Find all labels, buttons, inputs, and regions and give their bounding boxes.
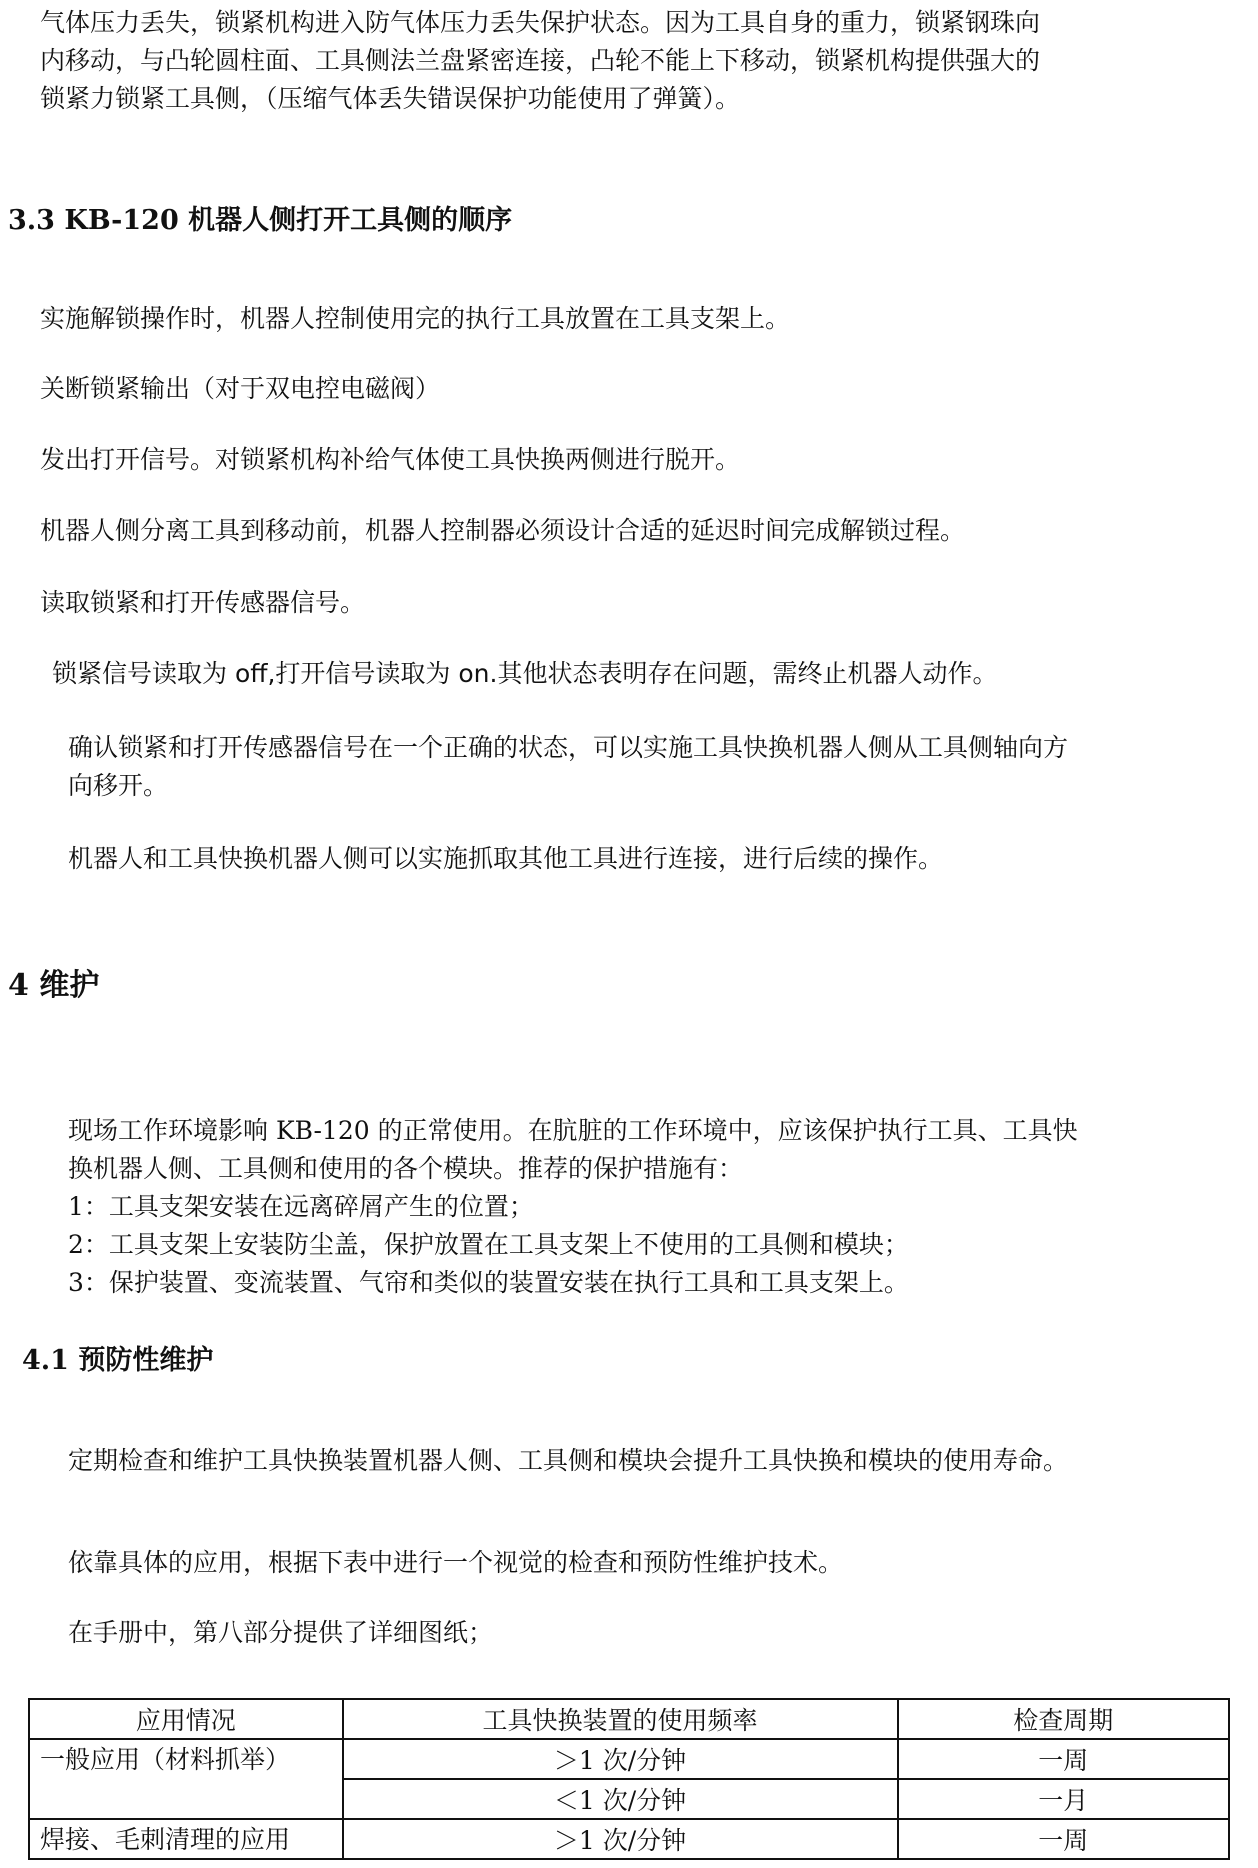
step-3: 发出打开信号。对锁紧机构补给气体使工具快换两侧进行脱开。 <box>40 445 741 474</box>
section-4-1-heading: 4.1 预防性维护 <box>22 1345 214 1376</box>
step-8: 机器人和工具快换机器人侧可以实施抓取其他工具进行连接，进行后续的操作。 <box>68 844 944 873</box>
header-period: 检查周期 <box>898 1699 1229 1739</box>
table-row <box>29 1739 1229 1779</box>
section-4-1-line-2: 依靠具体的应用，根据下表中进行一个视觉的检查和预防性维护技术。 <box>68 1548 844 1577</box>
cell-frequency: ＞1 次/分钟 <box>343 1819 898 1859</box>
cell-period: 一月 <box>898 1779 1229 1819</box>
table-row <box>29 1819 1229 1859</box>
section-4-line-2: 换机器人侧、工具侧和使用的各个模块。推荐的保护措施有： <box>68 1154 744 1183</box>
header-frequency: 工具快换装置的使用频率 <box>343 1699 898 1739</box>
step-6: 锁紧信号读取为 off,打开信号读取为 on.其他状态表明存在问题，需终止机器人动作。 <box>52 659 998 688</box>
cell-application: 焊接、毛刺清理的应用 <box>29 1819 343 1859</box>
step-1: 实施解锁操作时，机器人控制使用完的执行工具放置在工具支架上。 <box>40 304 791 333</box>
maintenance-table <box>28 1698 1230 1860</box>
step-7-line-1: 确认锁紧和打开传感器信号在一个正确的状态，可以实施工具快换机器人侧从工具侧轴向方 <box>68 733 1069 762</box>
step-7-line-2: 向移开。 <box>68 771 169 800</box>
intro-line-3: 锁紧力锁紧工具侧，（压缩气体丢失错误保护功能使用了弹簧）。 <box>40 84 741 113</box>
cell-application: 一般应用（材料抓举） <box>29 1739 343 1819</box>
step-2: 关断锁紧输出（对于双电控电磁阀） <box>40 374 441 403</box>
cell-period: 一周 <box>898 1739 1229 1779</box>
cell-frequency: ＜1 次/分钟 <box>343 1779 898 1819</box>
step-5: 读取锁紧和打开传感器信号。 <box>40 588 366 617</box>
cell-frequency: ＞1 次/分钟 <box>343 1739 898 1779</box>
section-4-1-line-3: 在手册中，第八部分提供了详细图纸； <box>68 1618 494 1647</box>
step-4: 机器人侧分离工具到移动前，机器人控制器必须设计合适的延迟时间完成解锁过程。 <box>40 516 966 545</box>
header-application: 应用情况 <box>29 1699 343 1739</box>
cell-period: 一周 <box>898 1819 1229 1859</box>
section-4-line-1: 现场工作环境影响 KB-120 的正常使用。在肮脏的工作环境中，应该保护执行工具、工具快 <box>68 1116 1078 1145</box>
intro-line-2: 内移动，与凸轮圆柱面、工具侧法兰盘紧密连接，凸轮不能上下移动，锁紧机构提供强大的 <box>40 46 1041 75</box>
intro-line-1: 气体压力丢失，锁紧机构进入防气体压力丢失保护状态。因为工具自身的重力，锁紧钢珠向 <box>40 8 1041 37</box>
section-3-3-heading: 3.3 KB-120 机器人侧打开工具侧的顺序 <box>8 205 513 236</box>
section-4-line-4: 2：工具支架上安装防尘盖，保护放置在工具支架上不使用的工具侧和模块； <box>68 1230 909 1259</box>
section-4-1-line-1: 定期检查和维护工具快换装置机器人侧、工具侧和模块会提升工具快换和模块的使用寿命。 <box>68 1446 1069 1475</box>
table-header-row <box>29 1699 1229 1739</box>
section-4-line-3: 1：工具支架安装在远离碎屑产生的位置； <box>68 1192 534 1221</box>
section-4-line-5: 3：保护装置、变流装置、气帘和类似的装置安装在执行工具和工具支架上。 <box>68 1268 909 1297</box>
section-4-heading: 4 维护 <box>8 968 100 1003</box>
